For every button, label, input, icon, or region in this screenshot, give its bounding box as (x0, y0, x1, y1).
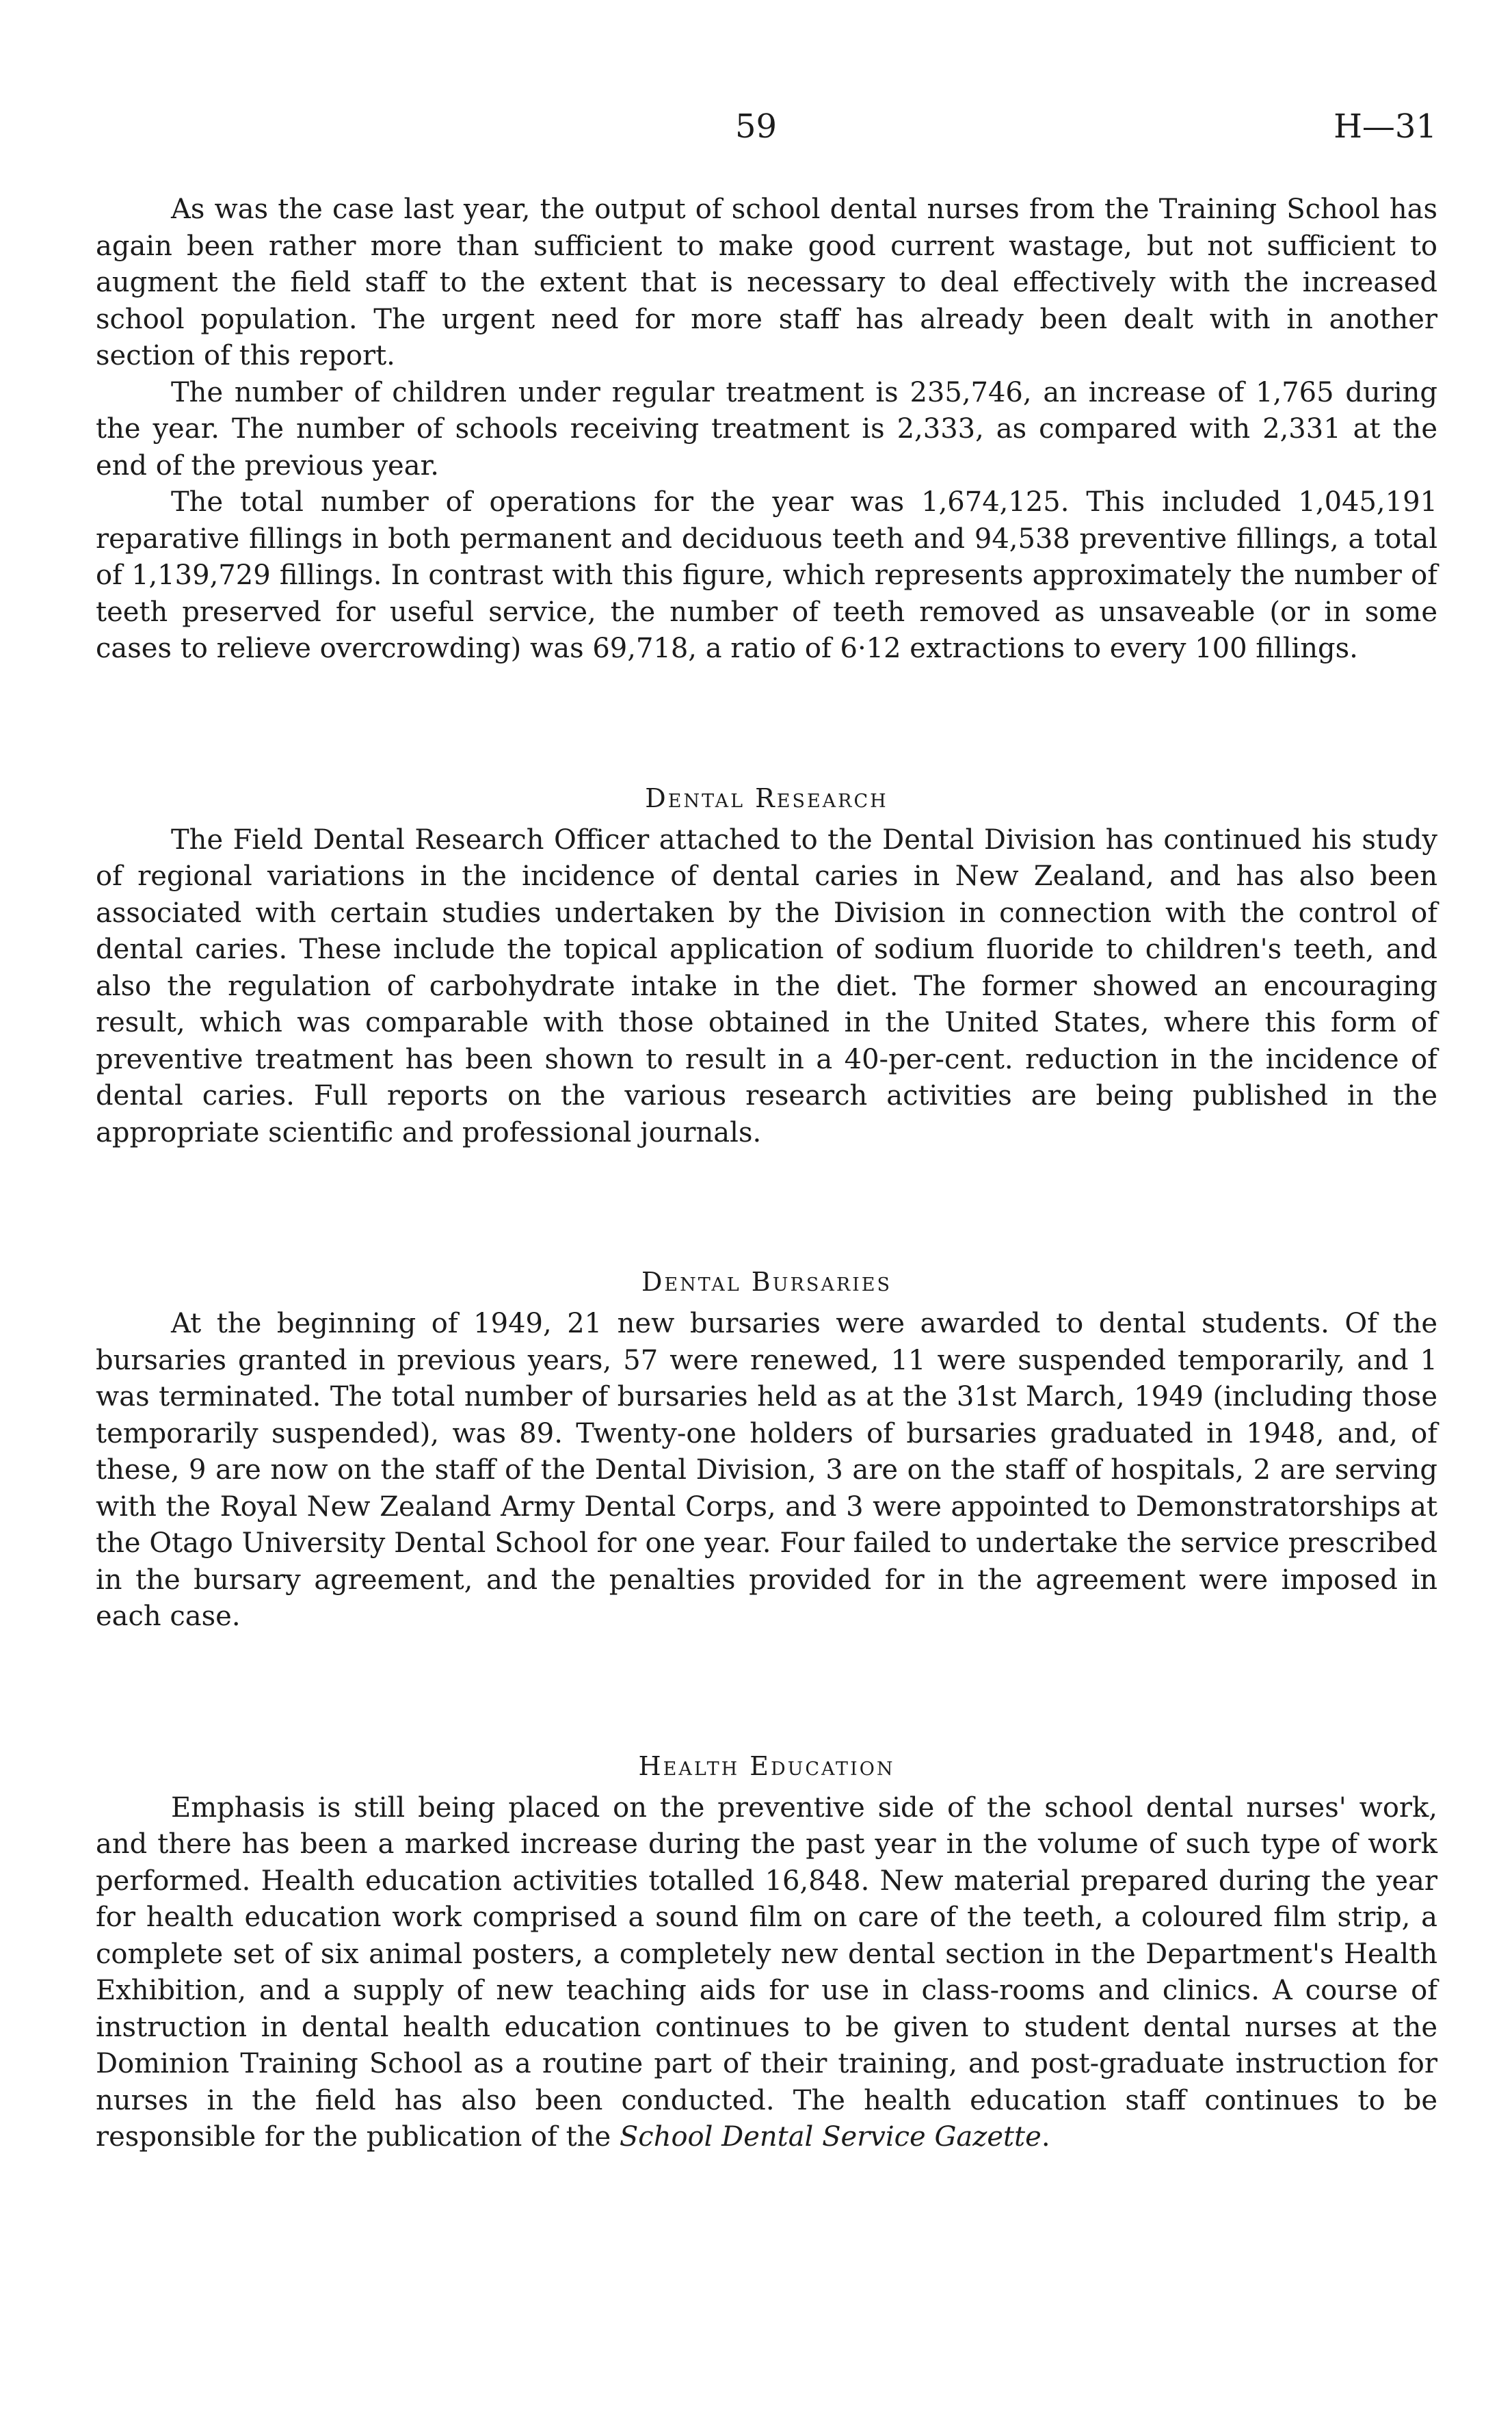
publication-title: School Dental Service Gazette (619, 2121, 1042, 2153)
section-heading-health-education: Health Education (638, 1750, 895, 1781)
closing-period: . (1041, 2121, 1050, 2153)
series-code: H—31 (1334, 107, 1437, 146)
heading-spacer (96, 1785, 1437, 1790)
health-education-text: Emphasis is still being placed on the preventive side of the school dental nurses' work, and there has been a marked increase during the past year in the volume of such type of work performed. Health education activities totalled 16,848. New material prepared during the year for health education work comprised a sound film on care of the teeth, a coloured film strip, a complete set of six animal posters, a completely new dental section in the Department's Health Exhibition, and a supply of new teaching aids for use in class-rooms and clinics. A course of instruction in dental health education continues to be given to student dental nurses at the Dominion Training School as a routine part of their training, and post-graduate instruction for nurses in the field has also been conducted. The health education staff continues to be responsible for the publication of the (96, 1791, 1446, 2153)
paragraph-operations-total: The total number of operations for the year was 1,674,125. This included 1,045,191 reparative fillings in both permanent and deciduous teeth and 94,538 preventive fillings, a total of 1,139,729 fillings. In contrast with this figure, which represents approximately the number of teeth preserved for useful service, the number of teeth removed as unsaveable (or in some cases to relieve overcrowding) was 69,718, a ratio of 6·12 extractions to every 100 fillings. (96, 486, 1446, 664)
heading-spacer (96, 1300, 1437, 1306)
paragraph-health-education (96, 1790, 1446, 2156)
section-heading-dental-research: Dental Research (645, 783, 888, 813)
page-number: 59 (734, 107, 778, 146)
paragraph-dental-bursaries: At the beginning of 1949, 21 new bursaries were awarded to dental students. Of the bursaries granted in previous years, 57 were renewed, 11 were suspended temporarily, and 1 was terminated. The total number of bursaries held as at the 31st March, 1949 (including those temporarily suspended), was 89. Twenty-one holders of bursaries graduated in 1948, and, of these, 9 are now on the staff of the Dental Division, 3 are on the staff of hospitals, 2 are serving with the Royal New Zealand Army Dental Corps, and 3 were appointed to Demonstratorships at the Otago University Dental School for one year. Four failed to undertake the service prescribed in the bursary agreement, and the penalties provided for in the agreement were imposed in each case. (96, 1308, 1446, 1632)
paragraph-dental-research: The Field Dental Research Officer attached to the Dental Division has continued his study of regional variations in the incidence of dental caries in New Zealand, and has also been associated with certain studies undertaken by the Division in connection with the control of dental caries. These include the topical application of sodium fluoride to children's teeth, and also the regulation of carbohydrate intake in the diet. The former showed an encouraging result, which was comparable with those obtained in the United States, where this form of preventive treatment has been shown to result in a 40-per-cent. reduction in the incidence of dental caries. Full reports on the various research activities are being published in the appropriate scientific and professional journals. (96, 824, 1446, 1148)
page-header (0, 103, 1512, 150)
paragraph-nurse-output: As was the case last year, the output of school dental nurses from the Training School has again been rather more than sufficient to make good current wastage, but not sufficient to augment the field staff to the extent that is necessary to deal effectively with the increased school population. The urgent need for more staff has already been dealt with in another section of this report. (96, 194, 1446, 371)
text-column (96, 192, 1446, 2156)
section-spacer (96, 668, 1437, 780)
paragraph-children-treatment: The number of children under regular treatment is 235,746, an increase of 1,765 during the year. The number of schools receiving treatment is 2,333, as compared with 2,331 at the end of the previous year. (96, 376, 1446, 482)
section-heading-dental-bursaries: Dental Bursaries (641, 1267, 892, 1297)
heading-spacer (96, 817, 1437, 822)
section-spacer (96, 1151, 1437, 1264)
section-spacer (96, 1635, 1437, 1748)
